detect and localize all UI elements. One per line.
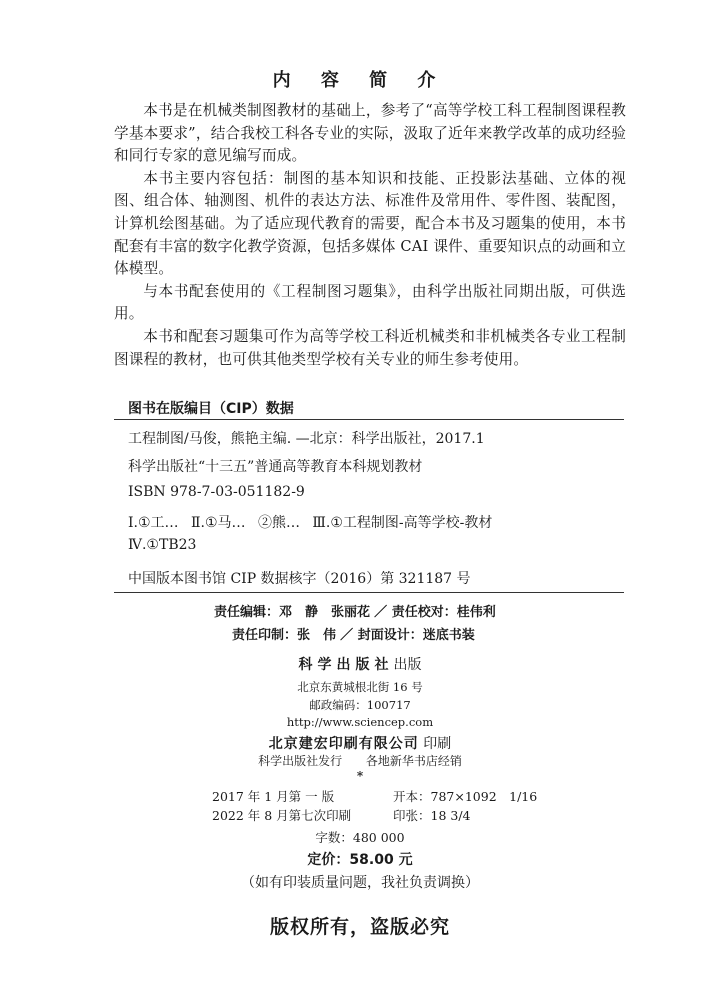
price: 定价：58.00 元 [307,852,413,868]
publisher-address: 北京东黄城根北街 16 号 [297,680,423,694]
credits-production [0,624,720,643]
sheets-info: 印张：18 3/4 [393,808,471,823]
intro-title: 内 容 简 介 [272,70,448,91]
cip-classification: Ⅰ.①工… Ⅱ.①马… ②熊… Ⅲ.①工程制图-高等学校-教材 [128,515,493,531]
format-info: 开本：787×1092 1/16 [393,789,538,804]
printing-name: 张 伟 [297,628,337,643]
cover-label: ／ 封面设计： [340,628,423,643]
printing-label: 责任印制： [232,628,298,643]
publisher-suffix: 出版 [393,657,422,673]
publisher-url: http://www.sciencep.com [286,715,434,729]
proofreader-label: ／ 责任校对： [374,605,457,620]
divider [114,592,624,593]
cip-series-line: 科学出版社“十三五”普通高等教育本科规划教材 [128,459,423,475]
cip-title-line: 工程制图/马俊，熊艳主编. —北京：科学出版社，2017.1 [128,431,485,447]
intro-body [114,100,626,371]
publisher-postcode: 邮政编码：100717 [309,698,411,712]
printer-line [0,733,720,753]
editor-names: 邓 静 张丽花 [279,605,371,620]
cover-name: 迷底书装 [422,628,475,643]
credits-editors [0,601,720,620]
reprint-info: 2022 年 8 月第七次印刷 [212,808,352,823]
printer-name: 北京建宏印刷有限公司 [268,736,419,752]
cip-isbn: ISBN 978-7-03-051182-9 [128,484,305,500]
publisher-name: 科学出版社 [298,657,394,673]
publisher-line [0,654,720,674]
defect-note: （如有印装质量问题，我社负责调换） [241,875,479,891]
intro-paragraph: 本书和配套习题集可作为高等学校工科近机械类和非机械类各专业工程制图课程的教材，也可供其他类型学校有关专业的师生参考使用。 [114,327,626,368]
proofreader-name: 桂伟利 [456,605,496,620]
intro-paragraph: 本书主要内容包括：制图的基本知识和技能、正投影法基础、立体的视图、组合体、轴测图、机件的表达方法、标准件及常用件、零件图、装配图，计算机绘图基础。为了适应现代教育的需要，配合本书及习题集的使用，本书配套有丰富的数字化教学资源，包括多媒体 CAI 课件、重要知识点的动画和立体模型。 [114,169,626,278]
rights-notice: 版权所有，盗版必究 [269,916,450,938]
distribution-line: 科学出版社发行 各地新华书店经销 [258,754,462,768]
intro-paragraph: 本书是在机械类制图教材的基础上，参考了“高等学校工科工程制图课程教学基本要求”，结合我校工科各专业的实际，汲取了近年来教学改革的成功经验和同行专家的意见编写而成。 [114,102,626,165]
divider [114,419,624,420]
cip-number: 中国版本图书馆 CIP 数据核字（2016）第 321187 号 [128,571,471,587]
cip-classification-cont: Ⅳ.①TB23 [128,537,197,553]
separator-star: * [356,769,364,783]
printer-suffix: 印刷 [423,736,452,752]
cip-heading: 图书在版编目（CIP）数据 [128,401,294,417]
editor-label: 责任编辑： [214,605,280,620]
edition-info: 2017 年 1 月第 一 版 [212,789,335,804]
word-count: 字数：480 000 [315,830,405,845]
intro-paragraph: 与本书配套使用的《工程制图习题集》，由科学出版社同期出版，可供选用。 [114,282,626,323]
